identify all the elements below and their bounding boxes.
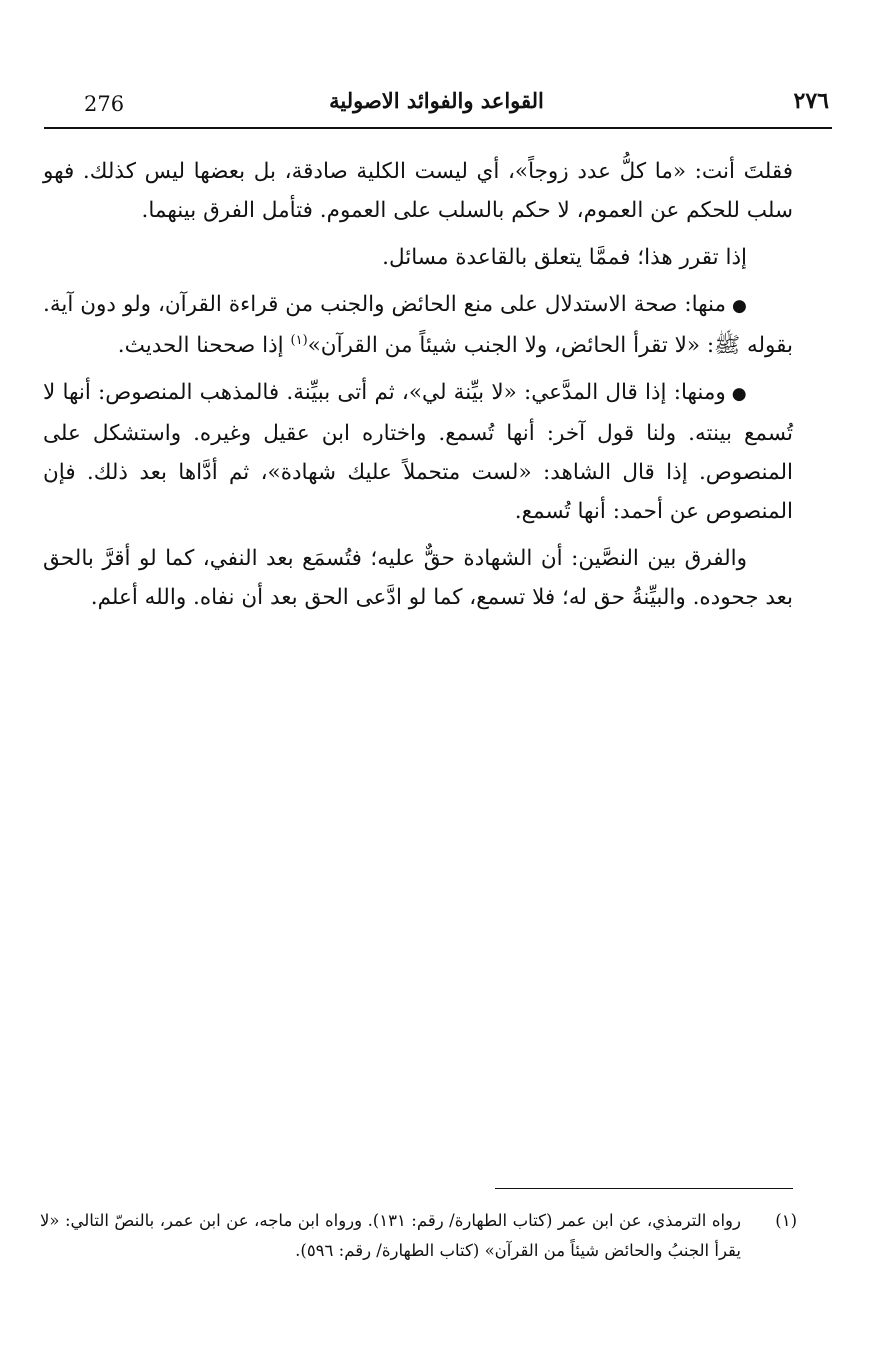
footnote-reference[interactable]: (١) xyxy=(290,332,308,348)
paragraph-text: ومنها: إذا قال المدَّعي: «لا بيِّنة لي»، ثم أتى ببيِّنة. فالمذهب المنصوص: أنها لا تُسمع بينته. ولنا قول آخر: أنها تُسمع. واختاره ابن عقيل وغيره. واستشكل على المنصوص. إذا قال الشاهد: «لست متحملاً عليك شهادة»، ثم أدَّاها بعد ذلك. فإن المنصوص عن أحمد: أنها تُسمع. xyxy=(43,380,793,524)
paragraph-text: إذا صححنا الحديث. xyxy=(117,333,291,358)
page-number-arabic: ٢٧٦ xyxy=(793,88,829,114)
paragraph xyxy=(43,152,793,230)
footnote-rule xyxy=(495,1188,793,1189)
paragraph xyxy=(43,238,793,277)
header-rule xyxy=(44,127,832,129)
bullet-icon: ● xyxy=(731,384,747,404)
page-number-latin: 276 xyxy=(84,92,125,116)
bullet-icon: ● xyxy=(732,296,747,316)
paragraph-text: والفرق بين النصَّين: أن الشهادة حقٌّ عليه؛ فتُسمَع بعد النفي، كما لو أقرَّ بالحق بعد جحوده. والبيِّنةُ حق له؛ فلا تسمع، كما لو ادَّعى الحق بعد أن نفاه. والله أعلم. xyxy=(43,546,793,610)
page-header xyxy=(44,86,829,124)
bullet-paragraph xyxy=(43,285,793,365)
page-body xyxy=(43,152,793,625)
paragraph-text: فقلتَ أنت: «ما كلُّ عدد زوجاً»، أي ليست الكلية صادقة، بل بعضها ليس كذلك. فهو سلب للحكم عن العموم، لا حكم بالسلب على العموم. فتأمل الفرق بينهما. xyxy=(43,159,793,223)
running-title: القواعد والفوائد الاصولية xyxy=(329,88,544,113)
paragraph-text: إذا تقرر هذا؛ فممَّا يتعلق بالقاعدة مسائل. xyxy=(382,245,747,270)
footnote-number: (١) xyxy=(775,1211,797,1230)
paragraph-text: منها: صحة الاستدلال على منع الحائض والجنب من قراءة القرآن، ولو دون آية. بقوله ﷺ: «لا تقرأ الحائض، ولا الجنب شيئاً من القرآن» xyxy=(43,292,793,358)
paragraph xyxy=(43,539,793,617)
footnote xyxy=(40,1206,797,1266)
bullet-paragraph xyxy=(43,373,793,531)
footnote-text: رواه الترمذي، عن ابن عمر (كتاب الطهارة/ رقم: ١٣١). ورواه ابن ماجه، عن ابن عمر، بالنصّ التالي: «لا يقرأ الجنبُ والحائض شيئاً من القرآن» (كتاب الطهارة/ رقم: ٥٩٦). xyxy=(40,1211,741,1260)
